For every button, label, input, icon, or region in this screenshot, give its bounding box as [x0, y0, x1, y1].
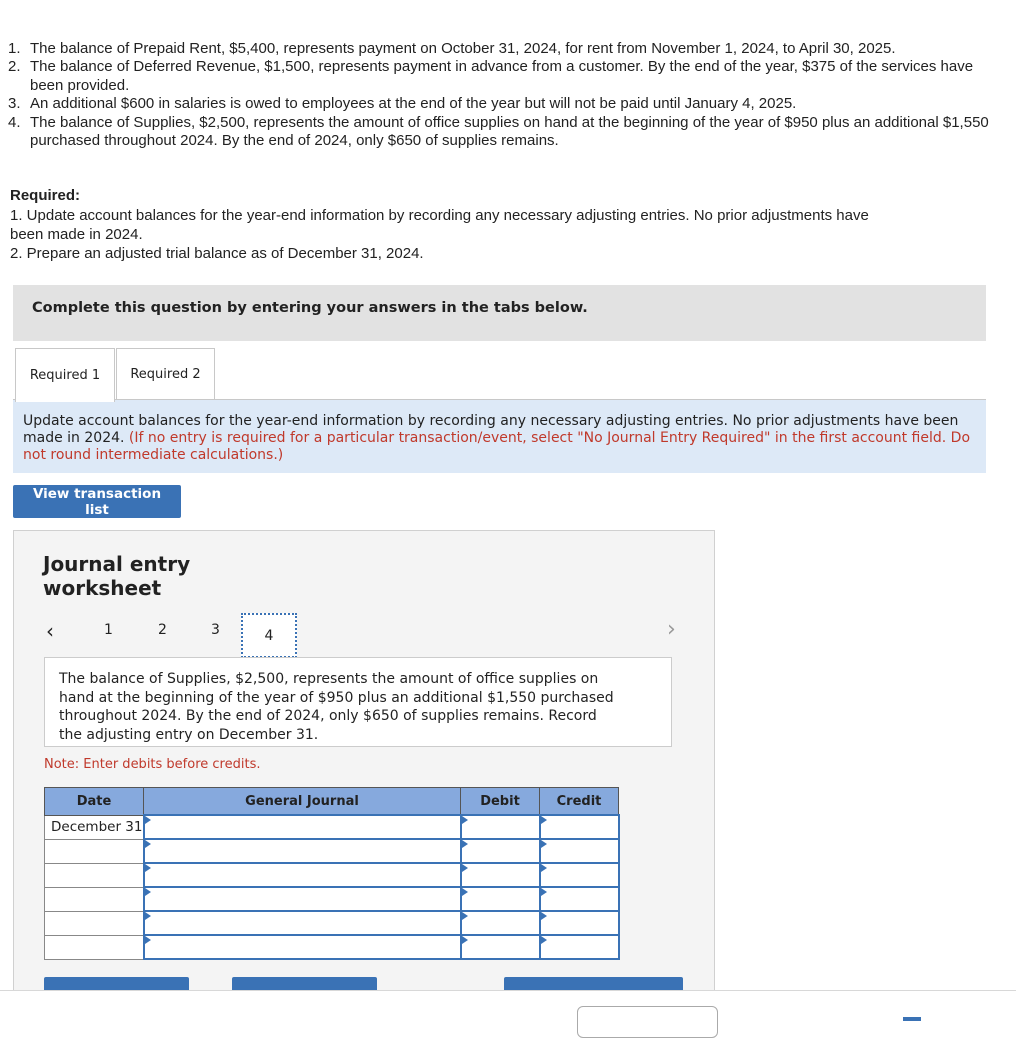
banner-text: Complete this question by entering your answers in the tabs below. [32, 300, 588, 316]
account-select[interactable] [144, 863, 461, 887]
tab-instruction [13, 399, 986, 473]
bottom-toolbar [0, 990, 1016, 1025]
problem-list [8, 40, 1003, 150]
debit-input[interactable] [461, 815, 540, 839]
journal-table [44, 787, 620, 960]
page-3[interactable]: 3 [211, 622, 220, 638]
account-select[interactable] [144, 887, 461, 911]
debit-credit-note: Note: Enter debits before credits. [44, 757, 261, 772]
account-select[interactable] [144, 815, 461, 839]
table-row [45, 911, 619, 935]
page-4-active[interactable]: 4 [241, 613, 297, 658]
instruction-red-text: (If no entry is required for a particular transaction/event, select "No Journal Entry Required" in the first account field. Do not round intermediate calculations.) [23, 430, 971, 463]
list-item: 2. The balance of Deferred Revenue, $1,500, represents payment in advance from a customer. By the end of the year, $375 of the services have been provided. [8, 58, 974, 94]
date-cell [45, 863, 144, 887]
table-row [45, 839, 619, 863]
instructions-banner [13, 285, 986, 341]
debit-input[interactable] [461, 935, 540, 959]
table-row [45, 887, 619, 911]
page-2[interactable]: 2 [158, 622, 167, 638]
page-1[interactable]: 1 [104, 622, 113, 638]
account-select[interactable] [144, 911, 461, 935]
required-line-2: 2. Prepare an adjusted trial balance as of December 31, 2024. [10, 245, 424, 262]
tab-required-2[interactable]: Required 2 [116, 348, 215, 400]
col-credit: Credit [540, 788, 619, 816]
entry-description [44, 657, 672, 747]
date-cell [45, 935, 144, 959]
table-row [45, 863, 619, 887]
view-transaction-list-button[interactable]: View transaction list [13, 485, 181, 518]
col-debit: Debit [461, 788, 540, 816]
date-cell [45, 911, 144, 935]
table-row [45, 935, 619, 959]
required-line-1: 1. Update account balances for the year-end information by recording any necessary adjusting entries. No prior adjustments have [10, 207, 869, 224]
required-heading: Required: [10, 187, 81, 204]
table-row [45, 815, 619, 839]
tab-required-1[interactable]: Required 1 [15, 348, 115, 402]
prev-arrow-icon[interactable]: ‹ [46, 619, 54, 643]
instruction-text: Update account balances for the year-end information by recording any necessary adjusting entries. No prior adjustments have been made in 2024. [23, 413, 959, 446]
col-date: Date [45, 788, 144, 816]
credit-input[interactable] [540, 935, 619, 959]
credit-input[interactable] [540, 887, 619, 911]
col-general-journal: General Journal [144, 788, 461, 816]
date-cell[interactable]: December 31 [45, 815, 144, 839]
grid-icon[interactable] [903, 1017, 921, 1021]
clear-entry-button[interactable] [232, 977, 377, 991]
list-item: 3. An additional $600 in salaries is owed to employees at the end of the year but will not be paid until January 4, 2025. [8, 95, 797, 113]
account-select[interactable] [144, 935, 461, 959]
credit-input[interactable] [540, 911, 619, 935]
credit-input[interactable] [540, 863, 619, 887]
credit-input[interactable] [540, 839, 619, 863]
debit-input[interactable] [461, 911, 540, 935]
debit-input[interactable] [461, 887, 540, 911]
required-line-1-cont: been made in 2024. [10, 226, 143, 243]
screenshot-button[interactable] [577, 1006, 718, 1038]
list-item: 1. The balance of Prepaid Rent, $5,400, represents payment on October 31, 2024, for rent from November 1, 2024, to April 30, 2025. [8, 40, 896, 57]
account-select[interactable] [144, 839, 461, 863]
debit-input[interactable] [461, 863, 540, 887]
record-entry-button[interactable] [44, 977, 189, 991]
credit-input[interactable] [540, 815, 619, 839]
date-cell [45, 887, 144, 911]
debit-input[interactable] [461, 839, 540, 863]
worksheet-title: Journal entry worksheet [43, 552, 191, 600]
view-general-journal-button[interactable] [504, 977, 683, 991]
date-cell [45, 839, 144, 863]
entry-description-text: The balance of Supplies, $2,500, represents the amount of office supplies on hand at the beginning of the year of $950 plus an additional $1,550 purchased throughout 2024. By the end of 2024, only $650 of supplies remains. Record the adjusting entry on December 31. [59, 671, 614, 743]
next-arrow-icon[interactable]: › [667, 617, 676, 642]
list-item: 4. The balance of Supplies, $2,500, represents the amount of office supplies on hand at the beginning of the year of $950 plus an additional $1,550 purchased throughout 2024. By the end of 2024, only $650 of supplies remains. [8, 113, 989, 150]
